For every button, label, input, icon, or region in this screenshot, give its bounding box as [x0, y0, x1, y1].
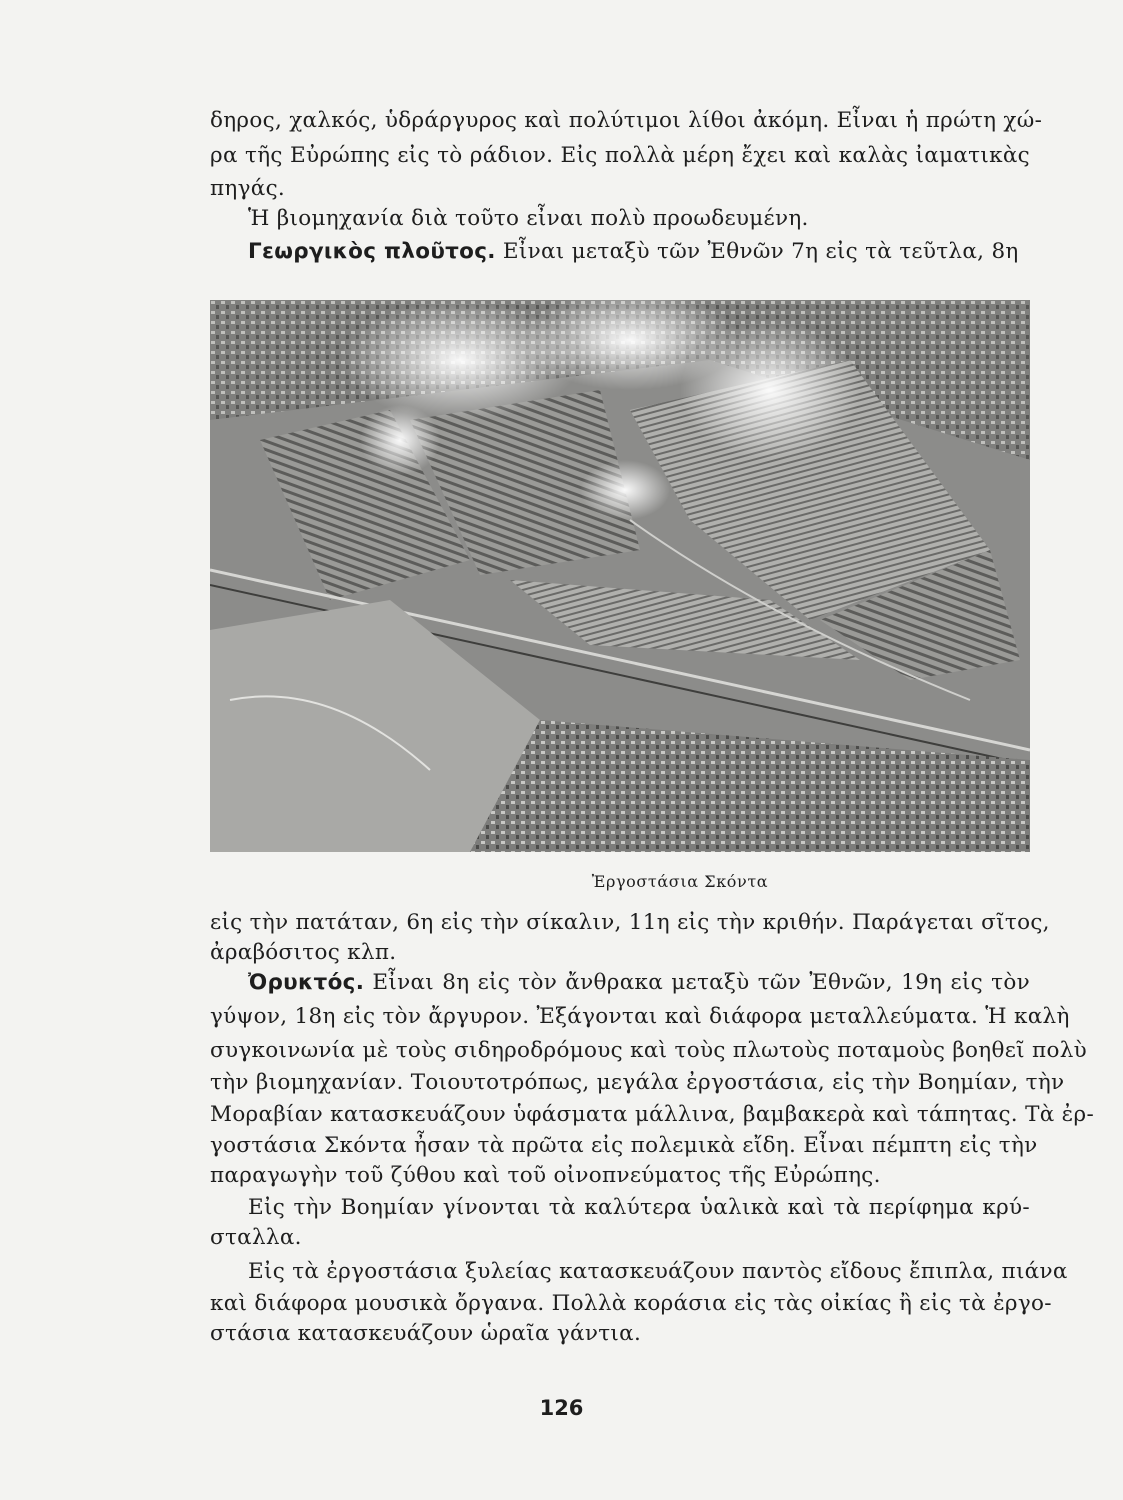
- page-number: 126: [539, 1396, 584, 1420]
- text-line: δηρος, χαλκός, ὑδράργυρος καὶ πολύτιμοι λίθοι ἀκόμη. Εἶναι ἡ πρώτη χώ-: [210, 108, 1043, 133]
- text-line: ἀραβόσιτος κλπ.: [210, 940, 397, 965]
- text-run: Εἶναι 8η εἰς τὸν ἄνθρακα μεταξὺ τῶν Ἐθνῶν, 19η εἰς τὸν: [364, 970, 1030, 995]
- text-line: [248, 968, 1030, 998]
- text-run: Εἶναι μεταξὺ τῶν Ἐθνῶν 7η εἰς τὰ τεῦτλα, 8η: [495, 239, 1019, 264]
- text-line: παραγωγὴν τοῦ ζύθου καὶ τοῦ οἰνοπνεύματος τῆς Εὐρώπης.: [210, 1163, 881, 1188]
- text-line: Ἡ βιομηχανία διὰ τοῦτο εἶναι πολὺ προωδευμένη.: [248, 206, 809, 231]
- text-line: πηγάς.: [210, 176, 286, 201]
- text-line: εἰς τὴν πατάταν, 6η εἰς τὴν σίκαλιν, 11η εἰς τὴν κριθήν. Παράγεται σῖτος,: [210, 910, 1050, 935]
- text-line: Μοραβίαν κατασκευάζουν ὑφάσματα μάλλινα, βαμβακερὰ καὶ τάπητας. Τὰ ἐρ-: [210, 1102, 1095, 1127]
- text-line: καὶ διάφορα μουσικὰ ὄργανα. Πολλὰ κοράσια εἰς τὰς οἰκίας ἢ εἰς τὰ ἐργο-: [210, 1291, 1052, 1316]
- text-line: γοστάσια Σκόντα ἦσαν τὰ πρῶτα εἰς πολεμικὰ εἴδη. Εἶναι πέμπτη εἰς τὴν: [210, 1133, 1038, 1158]
- section-heading-agriculture: Γεωργικὸς πλοῦτος.: [248, 239, 496, 264]
- text-line: Εἰς τὰ ἐργοστάσια ξυλείας κατασκευάζουν παντὸς εἴδους ἔπιπλα, πιάνα: [248, 1259, 1068, 1284]
- text-line: [248, 237, 1030, 267]
- text-line: συγκοινωνία μὲ τοὺς σιδηροδρόμους καὶ τοὺς πλωτοὺς ποταμοὺς βοηθεῖ πολὺ: [210, 1038, 1087, 1063]
- text-line: στάσια κατασκευάζουν ὡραῖα γάντια.: [210, 1321, 642, 1346]
- text-line: γύψον, 18η εἰς τὸν ἄργυρον. Ἐξάγονται καὶ διάφορα μεταλλεύματα. Ἡ καλὴ: [210, 1004, 1070, 1029]
- text-line: Εἰς τὴν Βοημίαν γίνονται τὰ καλύτερα ὑαλικὰ καὶ τὰ περίφημα κρύ-: [248, 1195, 1030, 1220]
- section-heading-minerals: Ὀρυκτός.: [248, 970, 365, 995]
- text-line: σταλλα.: [210, 1225, 302, 1250]
- factory-aerial-photo: [210, 300, 1030, 852]
- text-line: ρα τῆς Εὐρώπης εἰς τὸ ράδιον. Εἰς πολλὰ μέρη ἔχει καὶ καλὰς ἰαματικὰς: [210, 143, 1030, 168]
- text-line: τὴν βιομηχανίαν. Τοιουτοτρόπως, μεγάλα ἐργοστάσια, εἰς τὴν Βοημίαν, τὴν: [210, 1070, 1065, 1095]
- figure-caption: Ἐργοστάσια Σκόντα: [591, 872, 769, 891]
